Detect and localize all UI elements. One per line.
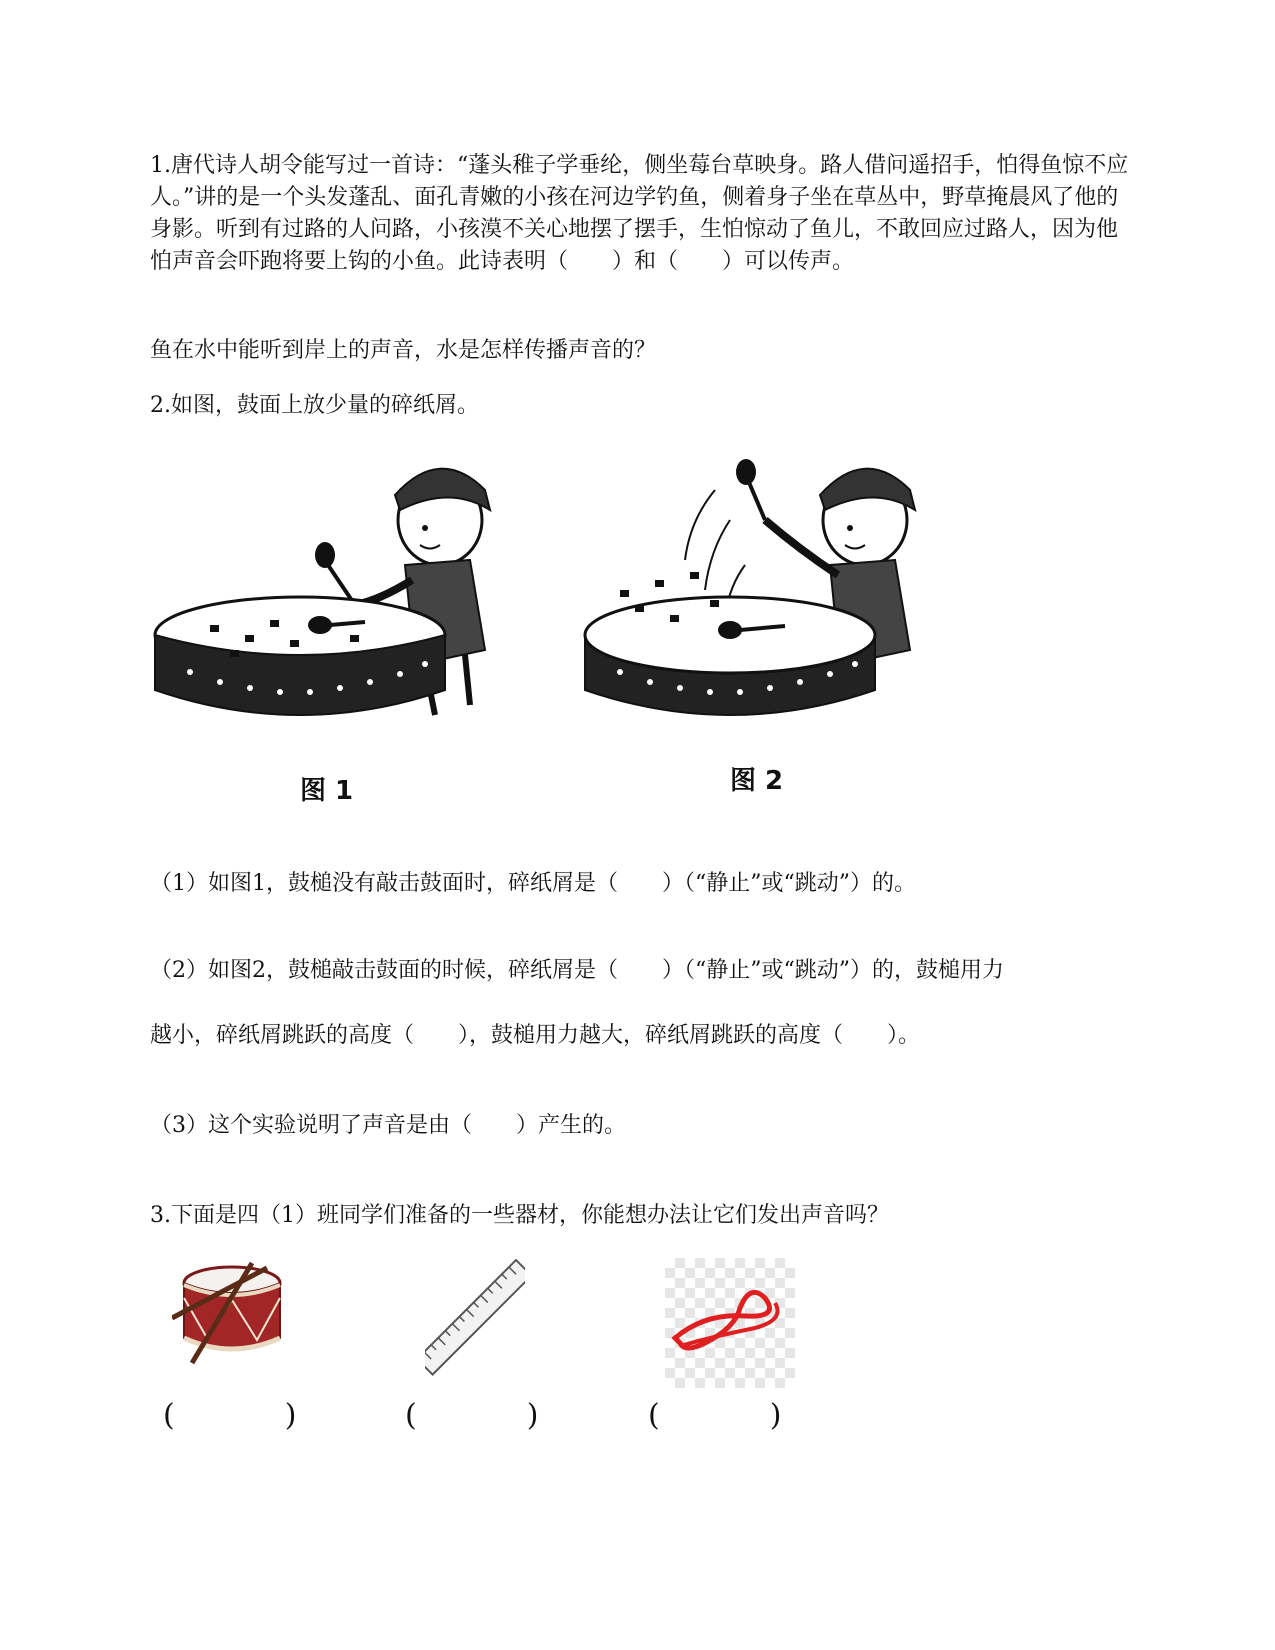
- answer-blank-rubber-band[interactable]: ( ): [648, 1398, 782, 1433]
- question-2-part-1: （1）如图1，鼓槌没有敲击鼓面时，碎纸屑是（ ）（“静止”或“跳动”）的。: [150, 871, 916, 896]
- question-3-text: 3.下面是四（1）班同学们准备的一些器材，你能想办法让它们发出声音吗？: [150, 1203, 889, 1228]
- question-1-text: 1.唐代诗人胡令能写过一首诗：“蓬头稚子学垂纶，侧坐莓台草映身。路人借问遥招手，怕得鱼惊不应人。”讲的是一个头发蓬乱、面孔青嫩的小孩在河边学钓鱼，侧着身子坐在草丛中，野草掩晨风了他的身影。听到有过路的人问路，小孩漠不关心地摆了摆手，生怕惊动了鱼儿，不敢回应过路人，因为他怕声音会吓跑将要上钩的小鱼。此诗表明（ ）和（ ）可以传声。: [150, 153, 1129, 274]
- question-2-part-2-line-1: （2）如图2，鼓槌敲击鼓面的时候，碎纸屑是（ ）（“静止”或“跳动”）的，鼓槌用力: [150, 958, 1004, 983]
- figure-1-caption: 图 1: [300, 776, 354, 806]
- ruler-icon: [425, 1258, 525, 1382]
- figure-2-caption: 图 2: [730, 766, 784, 796]
- figure-2-drum-vibrating: [580, 450, 960, 734]
- question-2-part-3: （3）这个实验说明了声音是由（ ）产生的。: [150, 1113, 626, 1138]
- answer-blank-drum[interactable]: ( ): [163, 1398, 297, 1433]
- answer-blank-ruler[interactable]: ( ): [405, 1398, 539, 1433]
- question-1-subquestion: 鱼在水中能听到岸上的声音，水是怎样传播声音的？: [150, 338, 657, 363]
- figure-1-drum-still: [150, 450, 530, 734]
- question-2-text: 2.如图，鼓面上放少量的碎纸屑。: [150, 393, 479, 418]
- drum-icon: [172, 1258, 292, 1372]
- rubber-band-icon: [665, 1258, 795, 1388]
- question-2-part-2-line-2: 越小，碎纸屑跳跃的高度（ ），鼓槌用力越大，碎纸屑跳跃的高度（ ）。: [150, 1023, 921, 1048]
